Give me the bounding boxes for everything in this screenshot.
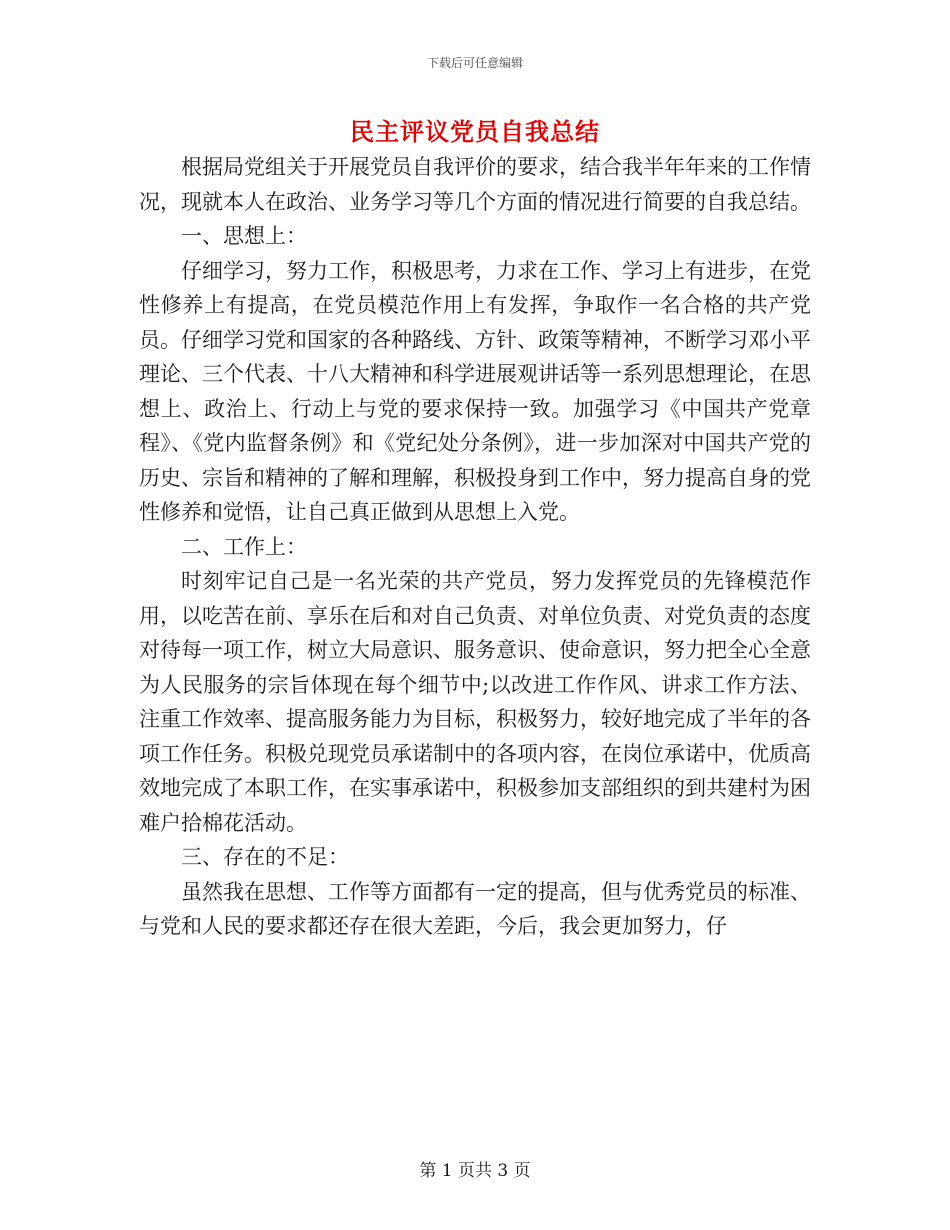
work-paragraph: 时刻牢记自己是一名光荣的共产党员，努力发挥党员的先锋模范作用，以吃苦在前、享乐在后和对自己负责、对单位负责、对党负责的态度对待每一项工作，树立大局意识、服务意识、使命意识，努力把全心全意为人民服务的宗旨体现在每个细节中;以改进工作作风、讲求工作方法、注重工作效率、提高服务能力为目标，积极努力，较好地完成了半年的各项工作任务。积极兑现党员承诺制中的各项内容，在岗位承诺中，优质高效地完成了本职工作，在实事承诺中，积极参加支部组织的到共建村为困难户拾棉花活动。: [139, 569, 811, 835]
section-heading-work: 二、工作上：: [181, 534, 307, 559]
document-body: [139, 150, 811, 944]
intro-paragraph: 根据局党组关于开展党员自我评价的要求，结合我半年年来的工作情况，现就本人在政治、业务学习等几个方面的情况进行简要的自我总结。: [139, 155, 811, 214]
header-note: 下载后可任意编辑: [426, 56, 523, 70]
thought-paragraph: 仔细学习，努力工作，积极思考，力求在工作、学习上有进步，在党性修养上有提高，在党员模范作用上有发挥，争取作一名合格的共产党员。仔细学习党和国家的各种路线、方针、政策等精神，不断学习邓小平理论、三个代表、十八大精神和科学进展观讲话等一系列思想理论，在思想上、政治上、行动上与党的要求保持一致。加强学习《中国共产党章程》、《党内监督条例》和《党纪处分条例》，进一步加深对中国共产党的历史、宗旨和精神的了解和理解，积极投身到工作中，努力提高自身的党性修养和觉悟，让自己真正做到从思想上入党。: [139, 258, 811, 524]
section-heading-thought: 一、思想上：: [181, 224, 307, 248]
document-title: 民主评议党员自我总结: [350, 117, 600, 146]
page-indicator: 第 1 页共 3 页: [419, 1161, 531, 1181]
section-heading-shortcomings: 三、存在的不足：: [181, 845, 349, 869]
shortcomings-paragraph: 虽然我在思想、工作等方面都有一定的提高，但与优秀党员的标准、与党和人民的要求都还存在很大差距，今后，我会更加努力，仔: [139, 879, 811, 938]
